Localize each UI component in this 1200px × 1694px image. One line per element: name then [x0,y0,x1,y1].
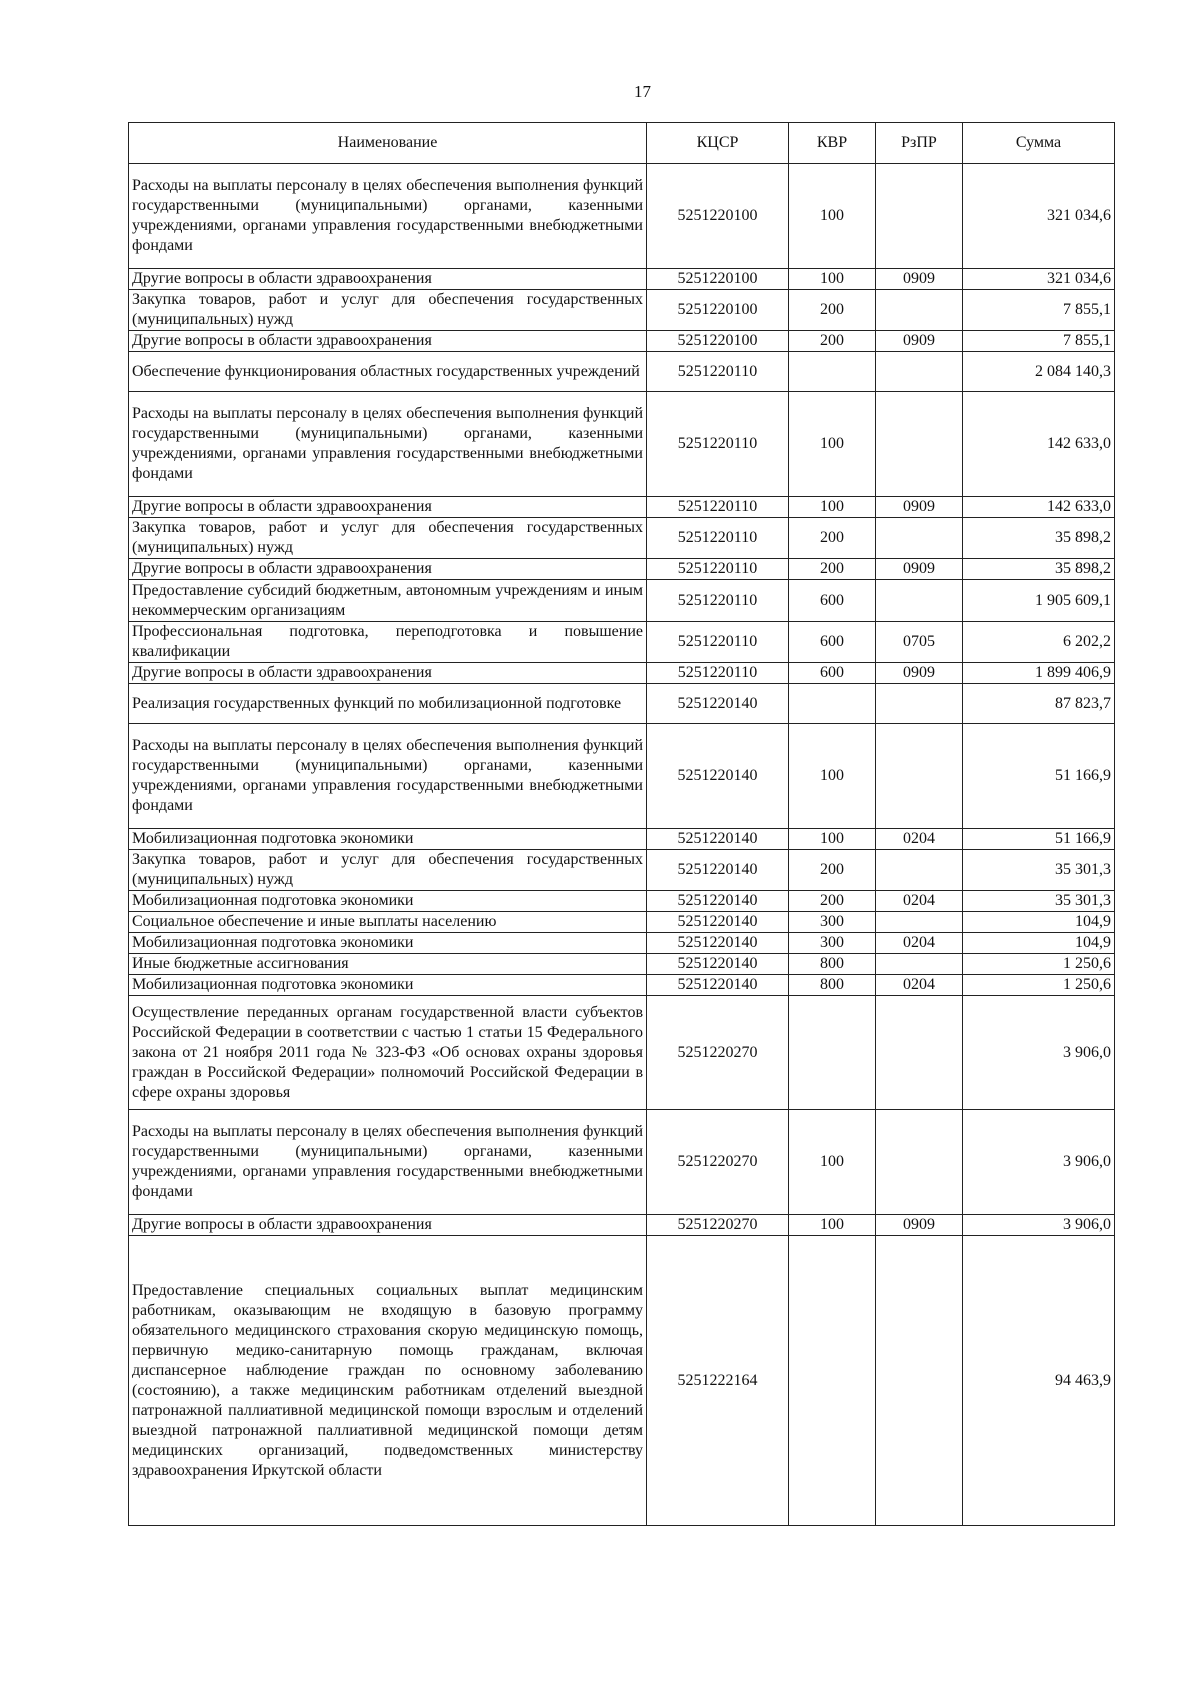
row-kvr: 200 [789,559,876,580]
row-kvr [789,684,876,724]
row-kcsr: 5251220140 [647,684,789,724]
table-row [129,912,1115,933]
row-sum: 51 166,9 [963,829,1115,850]
row-rzpr: 0909 [876,331,963,352]
row-sum: 1 250,6 [963,975,1115,996]
row-kvr: 800 [789,975,876,996]
row-sum: 35 301,3 [963,850,1115,891]
row-rzpr: 0909 [876,1215,963,1236]
row-name: Другие вопросы в области здравоохранения [129,1215,647,1236]
row-kcsr: 5251220110 [647,497,789,518]
row-kvr: 200 [789,518,876,559]
row-kcsr: 5251220100 [647,290,789,331]
header-sum: Сумма [963,123,1115,164]
row-rzpr: 0204 [876,933,963,954]
table-row [129,559,1115,580]
row-kcsr: 5251220110 [647,352,789,392]
row-kcsr: 5251220100 [647,164,789,269]
row-name: Обеспечение функционирования областных государственных учреждений [129,352,647,392]
row-sum: 142 633,0 [963,392,1115,497]
row-sum: 35 898,2 [963,559,1115,580]
row-kcsr: 5251220110 [647,622,789,663]
row-name: Расходы на выплаты персоналу в целях обеспечения выполнения функций государственными (муниципальными) органами, казенными учреждениями, органами управления государственными внебюджетными фондами [129,1110,647,1215]
row-kcsr: 5251220140 [647,933,789,954]
row-name: Мобилизационная подготовка экономики [129,891,647,912]
row-kcsr: 5251220140 [647,850,789,891]
row-rzpr [876,164,963,269]
row-sum: 94 463,9 [963,1236,1115,1526]
budget-table [128,122,1115,1526]
row-kcsr: 5251220110 [647,559,789,580]
row-rzpr [876,392,963,497]
row-rzpr [876,850,963,891]
table-row [129,352,1115,392]
row-kvr: 100 [789,1110,876,1215]
row-sum: 2 084 140,3 [963,352,1115,392]
row-kvr: 100 [789,392,876,497]
row-sum: 35 301,3 [963,891,1115,912]
row-kcsr: 5251220140 [647,891,789,912]
row-kvr: 600 [789,622,876,663]
table-row [129,497,1115,518]
row-sum: 104,9 [963,912,1115,933]
table-row [129,518,1115,559]
row-name: Реализация государственных функций по мобилизационной подготовке [129,684,647,724]
row-sum: 7 855,1 [963,331,1115,352]
row-sum: 51 166,9 [963,724,1115,829]
row-kvr: 100 [789,829,876,850]
row-name: Закупка товаров, работ и услуг для обеспечения государственных (муниципальных) нужд [129,290,647,331]
row-name: Мобилизационная подготовка экономики [129,829,647,850]
row-name: Другие вопросы в области здравоохранения [129,331,647,352]
row-kcsr: 5251220100 [647,331,789,352]
row-sum: 104,9 [963,933,1115,954]
row-kvr: 100 [789,269,876,290]
row-name: Мобилизационная подготовка экономики [129,933,647,954]
table-row [129,663,1115,684]
row-sum: 321 034,6 [963,164,1115,269]
row-name: Расходы на выплаты персоналу в целях обеспечения выполнения функций государственными (муниципальными) органами, казенными учреждениями, органами управления государственными внебюджетными фондами [129,164,647,269]
row-sum: 1 905 609,1 [963,580,1115,622]
row-kcsr: 5251220110 [647,663,789,684]
row-rzpr [876,684,963,724]
row-kvr: 200 [789,290,876,331]
row-sum: 87 823,7 [963,684,1115,724]
table-row [129,269,1115,290]
row-kcsr: 5251220270 [647,996,789,1110]
row-name: Другие вопросы в области здравоохранения [129,559,647,580]
row-rzpr: 0705 [876,622,963,663]
table-row [129,164,1115,269]
row-rzpr [876,1110,963,1215]
row-name: Предоставление специальных социальных выплат медицинским работникам, оказывающим не входящую в базовую программу обязательного медицинского страхования скорую медицинскую помощь, первичную медико-санитарную помощь гражданам, включая диспансерное наблюдение граждан по основному заболеванию (состоянию), а также медицинским работникам отделений выездной патронажной паллиативной медицинской помощи взрослым и отделений выездной патронажной паллиативной медицинской помощи детям медицинских организаций, подведомственных министерству здравоохранения Иркутской области [129,1236,647,1526]
header-kvr: КВР [789,123,876,164]
table-row [129,850,1115,891]
row-kcsr: 5251220110 [647,392,789,497]
row-name: Закупка товаров, работ и услуг для обеспечения государственных (муниципальных) нужд [129,518,647,559]
table-row [129,933,1115,954]
row-kcsr: 5251220110 [647,518,789,559]
row-kvr [789,1236,876,1526]
row-rzpr [876,352,963,392]
row-kcsr: 5251220270 [647,1215,789,1236]
row-kcsr: 5251220140 [647,829,789,850]
row-kvr: 600 [789,663,876,684]
row-sum: 3 906,0 [963,1110,1115,1215]
row-name: Осуществление переданных органам государственной власти субъектов Российской Федерации в соответствии с частью 1 статьи 15 Федерального закона от 21 ноября 2011 года № 323-ФЗ «Об основах охраны здоровья граждан в Российской Федерации» полномочий Российской Федерации в сфере охраны здоровья [129,996,647,1110]
table-row [129,829,1115,850]
row-sum: 321 034,6 [963,269,1115,290]
row-kvr: 100 [789,497,876,518]
table-row [129,1236,1115,1526]
table-body [129,164,1115,1526]
row-name: Профессиональная подготовка, переподготовка и повышение квалификации [129,622,647,663]
header-name: Наименование [129,123,647,164]
table-row [129,290,1115,331]
row-name: Расходы на выплаты персоналу в целях обеспечения выполнения функций государственными (муниципальными) органами, казенными учреждениями, органами управления государственными внебюджетными фондами [129,724,647,829]
row-rzpr [876,580,963,622]
row-rzpr [876,954,963,975]
row-name: Расходы на выплаты персоналу в целях обеспечения выполнения функций государственными (муниципальными) органами, казенными учреждениями, органами управления государственными внебюджетными фондами [129,392,647,497]
table-row [129,580,1115,622]
row-kcsr: 5251220140 [647,954,789,975]
row-sum: 35 898,2 [963,518,1115,559]
row-rzpr: 0204 [876,891,963,912]
row-name: Предоставление субсидий бюджетным, автономным учреждениям и иным некоммерческим организациям [129,580,647,622]
table-row [129,996,1115,1110]
row-sum: 6 202,2 [963,622,1115,663]
row-sum: 7 855,1 [963,290,1115,331]
row-rzpr: 0204 [876,975,963,996]
table-row [129,684,1115,724]
row-sum: 142 633,0 [963,497,1115,518]
row-kvr: 600 [789,580,876,622]
row-sum: 3 906,0 [963,996,1115,1110]
table-row [129,1215,1115,1236]
row-rzpr [876,912,963,933]
row-rzpr [876,518,963,559]
table-row [129,891,1115,912]
row-rzpr [876,724,963,829]
row-rzpr [876,290,963,331]
row-kvr: 200 [789,331,876,352]
row-kcsr: 5251220140 [647,912,789,933]
row-name: Другие вопросы в области здравоохранения [129,269,647,290]
row-kvr [789,352,876,392]
table-row [129,954,1115,975]
table-row [129,975,1115,996]
row-kvr: 200 [789,850,876,891]
row-kvr: 300 [789,912,876,933]
row-kcsr: 5251220140 [647,724,789,829]
table-row [129,622,1115,663]
row-name: Социальное обеспечение и иные выплаты населению [129,912,647,933]
table-row [129,331,1115,352]
table-header-row [129,123,1115,164]
row-sum: 1 899 406,9 [963,663,1115,684]
row-kcsr: 5251220270 [647,1110,789,1215]
row-rzpr: 0909 [876,663,963,684]
row-sum: 1 250,6 [963,954,1115,975]
row-rzpr: 0909 [876,269,963,290]
row-kcsr: 5251220140 [647,975,789,996]
row-kcsr: 5251220110 [647,580,789,622]
row-kcsr: 5251220100 [647,269,789,290]
row-name: Другие вопросы в области здравоохранения [129,497,647,518]
row-kvr: 100 [789,1215,876,1236]
row-rzpr [876,1236,963,1526]
table-row [129,1110,1115,1215]
table-row [129,392,1115,497]
row-kvr [789,996,876,1110]
row-rzpr: 0909 [876,559,963,580]
row-rzpr: 0204 [876,829,963,850]
row-rzpr [876,996,963,1110]
row-name: Мобилизационная подготовка экономики [129,975,647,996]
row-name: Закупка товаров, работ и услуг для обеспечения государственных (муниципальных) нужд [129,850,647,891]
row-name: Иные бюджетные ассигнования [129,954,647,975]
row-name: Другие вопросы в области здравоохранения [129,663,647,684]
row-sum: 3 906,0 [963,1215,1115,1236]
row-rzpr: 0909 [876,497,963,518]
page-number: 17 [634,82,651,101]
row-kvr: 100 [789,724,876,829]
row-kvr: 100 [789,164,876,269]
row-kvr: 300 [789,933,876,954]
table-row [129,724,1115,829]
row-kvr: 200 [789,891,876,912]
row-kcsr: 5251222164 [647,1236,789,1526]
header-rzpr: РзПР [876,123,963,164]
header-kcsr: КЦСР [647,123,789,164]
row-kvr: 800 [789,954,876,975]
